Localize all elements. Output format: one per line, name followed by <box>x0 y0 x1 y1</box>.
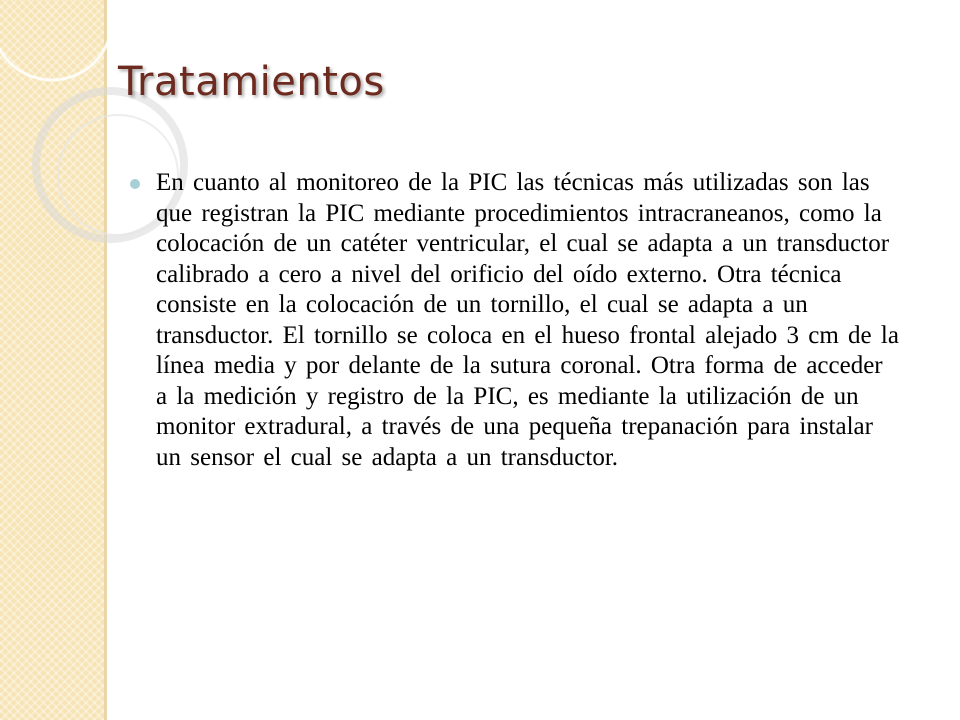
bullet-marker-icon <box>130 179 140 189</box>
bullet-text: En cuanto al monitoreo de la PIC las técnicas más utilizadas son las que registran la PIC mediante procedimientos intracraneanos, como la colocación de un catéter ventricular, el cual se adapta a un transductor calibrado a cero a nivel del orificio del oído externo. Otra técnica consiste en la colocación de un tornillo, el cual se adapta a un transductor. El tornillo se coloca en el hueso frontal alejado 3 cm de la línea media y por delante de la sutura coronal. Otra forma de acceder a la medición y registro de la PIC, es mediante la utilización de un monitor extradural, a través de una pequeña trepanación para instalar un sensor el cual se adapta a un transductor. <box>156 169 899 471</box>
bullet-list <box>130 168 900 473</box>
bullet-item <box>130 168 900 473</box>
decorative-circle-top <box>0 0 112 80</box>
slide-title: Tratamientos <box>118 59 385 105</box>
